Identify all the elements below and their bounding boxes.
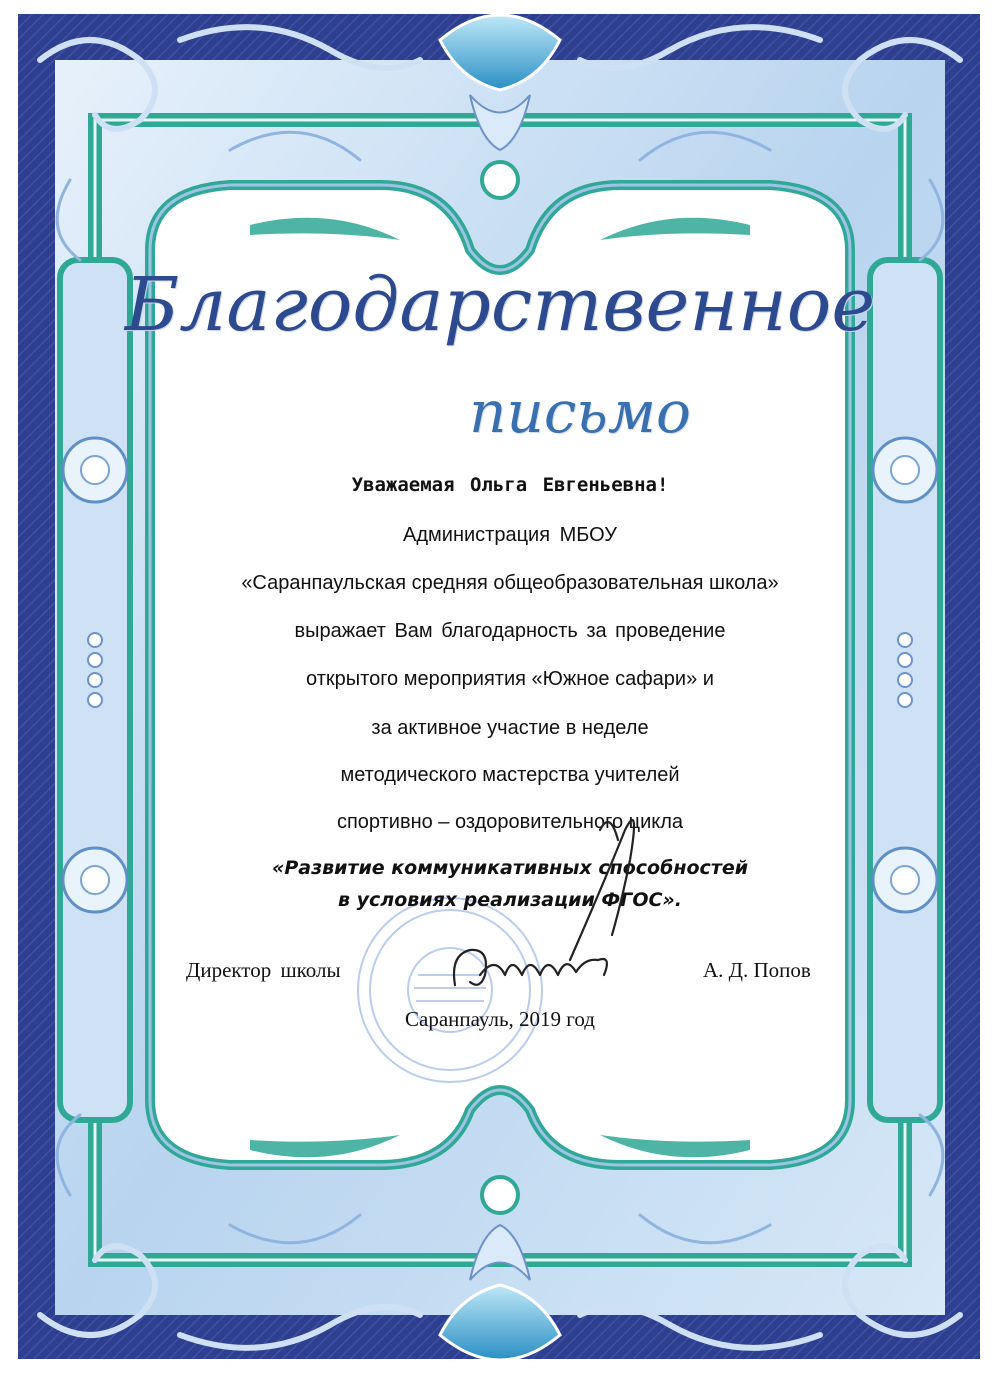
title-line-1: Благодарственное — [124, 262, 876, 348]
title-line-2: письмо — [469, 378, 691, 446]
greeting: Уважаемая Ольга Евгеньевна! — [351, 474, 669, 496]
place-date: Саранпауль, 2019 год — [405, 1007, 595, 1031]
body-line: открытого мероприятия «Южное сафари» и — [306, 668, 714, 690]
body-line: Администрация МБОУ — [403, 524, 617, 546]
body-line: методического мастерства учителей — [340, 764, 680, 786]
event-title-line: в условиях реализации ФГОС». — [338, 889, 682, 911]
body-line: спортивно – оздоровительного цикла — [336, 811, 684, 833]
body-line: выражает Вам благодарность за проведение — [294, 620, 726, 642]
director-label: Директор школы — [186, 958, 341, 982]
director-name: А. Д. Попов — [703, 958, 811, 982]
event-title-line: «Развитие коммуникативных способностей — [271, 857, 749, 879]
body-line: «Саранпаульская средняя общеобразовательная школа» — [241, 572, 779, 594]
body-line: за активное участие в неделе — [371, 717, 649, 739]
